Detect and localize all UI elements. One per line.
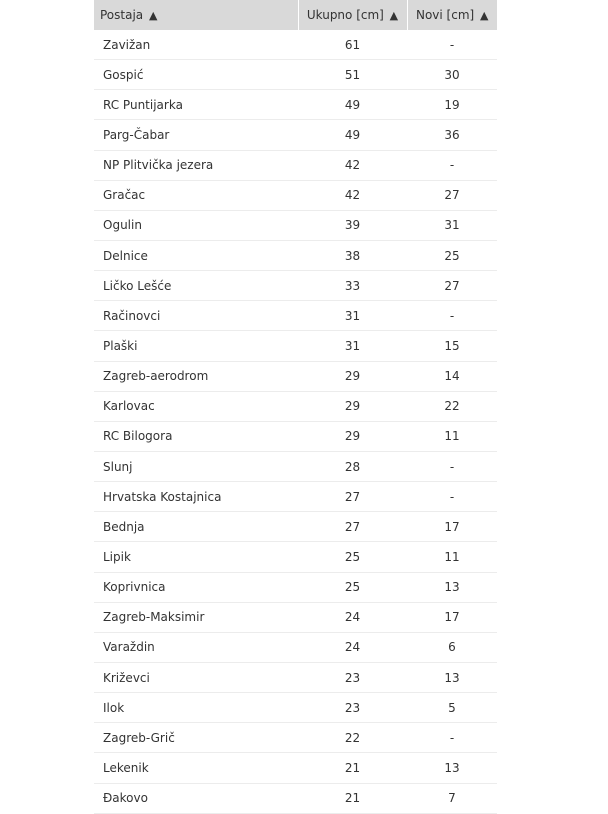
station-cell: Đakovo <box>94 783 298 813</box>
new-snow-cell: 14 <box>407 361 497 391</box>
station-cell: Lipik <box>94 542 298 572</box>
table-row <box>94 120 497 150</box>
station-cell: Koprivnica <box>94 572 298 602</box>
station-cell: Zagreb-aerodrom <box>94 361 298 391</box>
total-depth-cell: 23 <box>298 662 407 692</box>
new-snow-cell: - <box>407 723 497 753</box>
sort-ascending-icon: ▲ <box>480 9 489 22</box>
table-row <box>94 451 497 481</box>
station-cell: Slunj <box>94 451 298 481</box>
station-cell: Varaždin <box>94 632 298 662</box>
new-snow-cell: 27 <box>407 271 497 301</box>
total-depth-cell: 27 <box>298 482 407 512</box>
table-row <box>94 210 497 240</box>
table-row <box>94 662 497 692</box>
snow-depth-table-container <box>94 0 497 814</box>
header-row <box>94 0 497 30</box>
new-snow-cell: - <box>407 30 497 60</box>
table-row <box>94 301 497 331</box>
table-row <box>94 60 497 90</box>
total-depth-cell: 31 <box>298 301 407 331</box>
total-depth-cell: 42 <box>298 150 407 180</box>
total-depth-cell: 25 <box>298 572 407 602</box>
new-snow-cell: 17 <box>407 512 497 542</box>
station-cell: RC Bilogora <box>94 421 298 451</box>
new-snow-cell: - <box>407 301 497 331</box>
total-depth-cell: 28 <box>298 451 407 481</box>
total-depth-cell: 29 <box>298 391 407 421</box>
column-header-label: Postaja <box>100 8 144 22</box>
total-depth-cell: 31 <box>298 331 407 361</box>
new-snow-cell: 11 <box>407 421 497 451</box>
new-snow-cell: - <box>407 482 497 512</box>
total-depth-cell: 22 <box>298 723 407 753</box>
table-row <box>94 753 497 783</box>
table-row <box>94 723 497 753</box>
station-cell: Zagreb-Maksimir <box>94 602 298 632</box>
new-snow-cell: - <box>407 451 497 481</box>
new-snow-cell: 17 <box>407 602 497 632</box>
station-cell: Karlovac <box>94 391 298 421</box>
station-cell: NP Plitvička jezera <box>94 150 298 180</box>
column-header-label: Novi [cm] <box>415 8 475 22</box>
table-row <box>94 150 497 180</box>
table-row <box>94 90 497 120</box>
sort-ascending-icon: ▲ <box>148 9 158 22</box>
new-snow-cell: 22 <box>407 391 497 421</box>
table-body <box>94 30 497 813</box>
total-depth-cell: 51 <box>298 60 407 90</box>
total-depth-cell: 33 <box>298 271 407 301</box>
new-snow-cell: 36 <box>407 120 497 150</box>
station-cell: Ličko Lešće <box>94 271 298 301</box>
column-header-new[interactable] <box>407 0 497 30</box>
station-cell: Ilok <box>94 693 298 723</box>
total-depth-cell: 23 <box>298 693 407 723</box>
table-header <box>94 0 497 30</box>
new-snow-cell: 7 <box>407 783 497 813</box>
total-depth-cell: 27 <box>298 512 407 542</box>
new-snow-cell: 5 <box>407 693 497 723</box>
station-cell: Zavižan <box>94 30 298 60</box>
station-cell: Plaški <box>94 331 298 361</box>
total-depth-cell: 42 <box>298 180 407 210</box>
table-row <box>94 512 497 542</box>
column-header-total[interactable] <box>298 0 407 30</box>
total-depth-cell: 29 <box>298 421 407 451</box>
new-snow-cell: 11 <box>407 542 497 572</box>
column-header-label: Ukupno [cm] <box>306 8 384 22</box>
total-depth-cell: 24 <box>298 632 407 662</box>
station-cell: Gospić <box>94 60 298 90</box>
station-cell: Parg-Čabar <box>94 120 298 150</box>
total-depth-cell: 21 <box>298 783 407 813</box>
station-cell: Račinovci <box>94 301 298 331</box>
new-snow-cell: - <box>407 150 497 180</box>
new-snow-cell: 31 <box>407 210 497 240</box>
table-row <box>94 783 497 813</box>
total-depth-cell: 38 <box>298 240 407 270</box>
table-row <box>94 572 497 602</box>
table-row <box>94 482 497 512</box>
table-row <box>94 421 497 451</box>
total-depth-cell: 49 <box>298 90 407 120</box>
station-cell: Hrvatska Kostajnica <box>94 482 298 512</box>
new-snow-cell: 6 <box>407 632 497 662</box>
total-depth-cell: 29 <box>298 361 407 391</box>
total-depth-cell: 21 <box>298 753 407 783</box>
new-snow-cell: 13 <box>407 753 497 783</box>
station-cell: Gračac <box>94 180 298 210</box>
table-row <box>94 602 497 632</box>
station-cell: Delnice <box>94 240 298 270</box>
table-row <box>94 271 497 301</box>
new-snow-cell: 27 <box>407 180 497 210</box>
snow-depth-table <box>94 0 497 814</box>
station-cell: RC Puntijarka <box>94 90 298 120</box>
table-row <box>94 542 497 572</box>
station-cell: Lekenik <box>94 753 298 783</box>
total-depth-cell: 49 <box>298 120 407 150</box>
table-row <box>94 361 497 391</box>
new-snow-cell: 19 <box>407 90 497 120</box>
new-snow-cell: 30 <box>407 60 497 90</box>
new-snow-cell: 15 <box>407 331 497 361</box>
total-depth-cell: 25 <box>298 542 407 572</box>
column-header-station[interactable] <box>94 0 298 30</box>
station-cell: Križevci <box>94 662 298 692</box>
total-depth-cell: 61 <box>298 30 407 60</box>
table-row <box>94 693 497 723</box>
table-row <box>94 30 497 60</box>
total-depth-cell: 39 <box>298 210 407 240</box>
table-row <box>94 391 497 421</box>
station-cell: Ogulin <box>94 210 298 240</box>
total-depth-cell: 24 <box>298 602 407 632</box>
table-row <box>94 331 497 361</box>
station-cell: Zagreb-Grič <box>94 723 298 753</box>
new-snow-cell: 13 <box>407 572 497 602</box>
table-row <box>94 180 497 210</box>
station-cell: Bednja <box>94 512 298 542</box>
new-snow-cell: 25 <box>407 240 497 270</box>
table-row <box>94 632 497 662</box>
sort-ascending-icon: ▲ <box>389 9 399 22</box>
table-row <box>94 240 497 270</box>
new-snow-cell: 13 <box>407 662 497 692</box>
